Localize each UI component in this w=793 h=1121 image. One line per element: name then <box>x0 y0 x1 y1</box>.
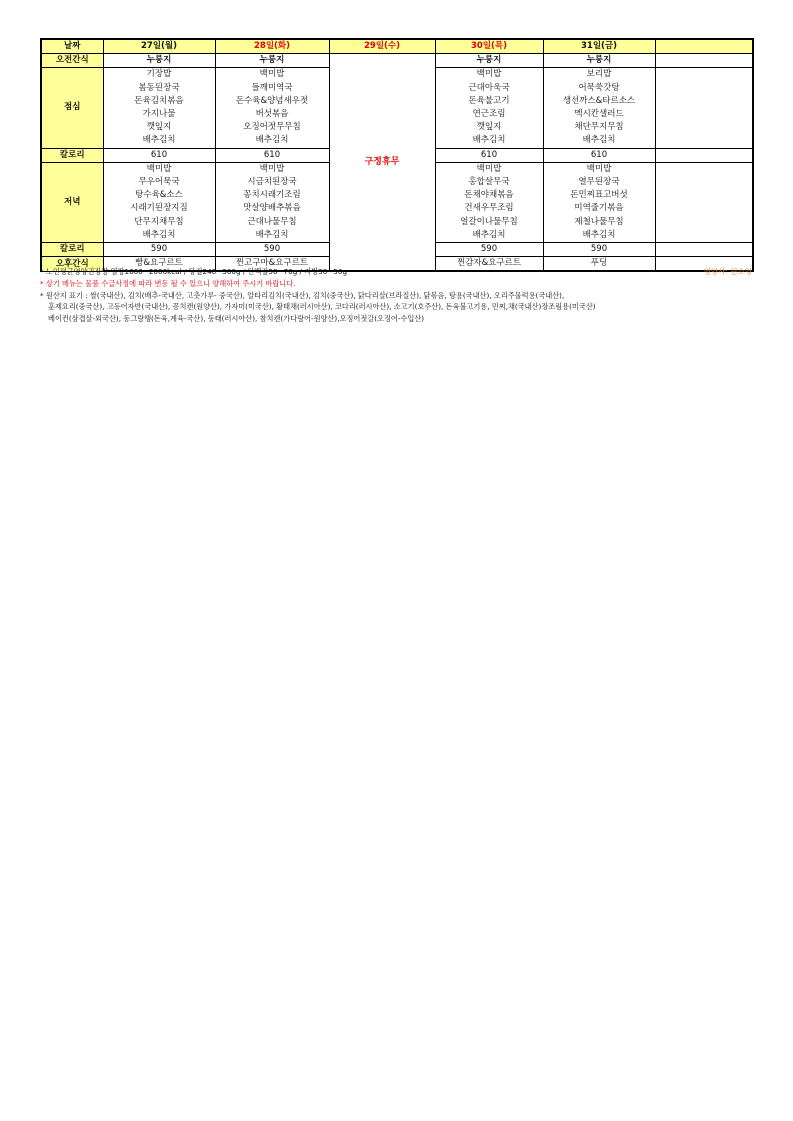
menu-item: 건새우무조림 <box>464 203 514 214</box>
empty-cell <box>655 243 753 257</box>
menu-item: 백미밥 <box>259 69 285 80</box>
dinner-mon <box>103 162 215 242</box>
header-row <box>41 39 753 54</box>
afternoon-snack-mon: 빵&요구르트 <box>103 257 215 272</box>
menu-item: 배추김치 <box>142 229 176 240</box>
dinner-tue <box>215 162 329 242</box>
day-header-thu: 30일(목) <box>435 39 543 54</box>
menu-item: 홍합살무국 <box>468 177 510 188</box>
origin-note-3: 베이컨(삼겹살-외국산), 동그랑땡(돈육,계육-국산), 동태(러시아산), 참치캔(가다랑어-원양산),오징어젓갈(오징어-수입산) <box>48 314 425 324</box>
menu-item: 미역줄기볶음 <box>574 203 624 214</box>
day-header-tue: 28일(화) <box>215 39 329 54</box>
lunch-fri <box>543 68 655 148</box>
menu-item: 꽁치시래기조림 <box>243 190 301 201</box>
origin-note-1: * 원산지 표기 : 쌀(국내산), 김치(배추-국내산, 고춧가루- 중국산), 알타리김치(국내산), 김치(중국산), 닭다리살(브라질산), 닭볶음, 탕용(국내산), 오리주물럭용(국내산), <box>40 290 565 300</box>
menu-item: 들깨미역국 <box>251 82 293 93</box>
menu-item: 맛살양배추볶음 <box>243 203 301 214</box>
menu-item: 생선까스&타르소스 <box>562 95 636 106</box>
lunch-cal-tue: 610 <box>215 148 329 162</box>
date-header: 날짜 <box>41 39 103 54</box>
menu-item: 단무지채무침 <box>134 216 184 227</box>
lunch-mon <box>103 68 215 148</box>
menu-item: 얼갈이나물무침 <box>460 216 518 227</box>
nutrition-note: * 노인평균영양권장량 열량1600~2000kcal / 당질240~300g / 단백질50~70g / 지방30~50g <box>40 267 348 276</box>
menu-item: 멕시칸샐러드 <box>574 109 624 120</box>
menu-item: 채단무지무침 <box>574 122 624 133</box>
menu-item: 열무된장국 <box>578 177 620 188</box>
menu-item: 백미밥 <box>476 163 502 174</box>
menu-item: 어묵쑥갓탕 <box>578 82 620 93</box>
holiday-text: 구정휴무 <box>364 156 400 167</box>
menu-item: 백미밥 <box>259 163 285 174</box>
afternoon-snack-label: 오후간식 <box>41 257 103 272</box>
menu-item: 시금치된장국 <box>247 177 297 188</box>
dinner-label: 저녁 <box>41 162 103 242</box>
holiday-cell <box>329 54 435 272</box>
day-header-fri: 31일(금) <box>543 39 655 54</box>
afternoon-snack-thu: 찐감자&요구르트 <box>435 257 543 272</box>
empty-cell <box>655 162 753 242</box>
empty-cell <box>655 68 753 148</box>
morning-snack-thu: 누룽지 <box>435 54 543 68</box>
menu-item: 근대아욱국 <box>468 82 510 93</box>
menu-item: 연근조림 <box>472 109 506 120</box>
menu-item: 버섯볶음 <box>255 109 289 120</box>
menu-item: 배추김치 <box>582 229 616 240</box>
lunch-cal-fri: 610 <box>543 148 655 162</box>
menu-item: 돈수육&양념새우젓 <box>235 95 309 106</box>
origin-note-2: 훈제요리(중국산), 고등어자반(국내산), 꽁치캔(원양산), 가자미(미국산), 황태채(러시아산), 코다리(러시아산), 소고기(호주산), 돈육불고기용, 민찌,채(국내산)장조림용(미국산) <box>48 302 596 312</box>
empty-cell <box>655 54 753 68</box>
menu-item: 근대나물무침 <box>247 216 297 227</box>
dinner-cal-mon: 590 <box>103 243 215 257</box>
lunch-tue <box>215 68 329 148</box>
menu-item: 배추김치 <box>582 135 616 146</box>
menu-item: 제철나물무침 <box>574 216 624 227</box>
menu-item: 돈민찌표고버섯 <box>570 190 628 201</box>
menu-item: 배추김치 <box>142 135 176 146</box>
dinner-cal-tue: 590 <box>215 243 329 257</box>
footnotes <box>40 266 752 325</box>
menu-item: 백미밥 <box>586 163 612 174</box>
empty-cell <box>655 148 753 162</box>
menu-item: 무우어묵국 <box>138 177 180 188</box>
dinner-thu <box>435 162 543 242</box>
day-header-wed: 29일(수) <box>329 39 435 54</box>
day-header-empty <box>655 39 753 54</box>
lunch-cal-thu: 610 <box>435 148 543 162</box>
change-warning: * 상기 메뉴는 물품 수급사정에 따라 변동 될 수 있으니 양해하여 주시기 바랍니다. <box>40 278 296 288</box>
afternoon-snack-fri: 푸딩 <box>543 257 655 272</box>
menu-item: 깻잎지 <box>476 122 502 133</box>
weekly-menu-table <box>40 38 754 272</box>
morning-snack-row <box>41 54 753 68</box>
menu-item: 시래기된장지짐 <box>130 203 188 214</box>
menu-item: 돈채야채볶음 <box>464 190 514 201</box>
afternoon-snack-tue: 찐고구마&요구르트 <box>215 257 329 272</box>
lunch-label: 점심 <box>41 68 103 148</box>
morning-snack-label: 오전간식 <box>41 54 103 68</box>
day-header-mon: 27일(월) <box>103 39 215 54</box>
dinner-cal-thu: 590 <box>435 243 543 257</box>
dinner-cal-fri: 590 <box>543 243 655 257</box>
lunch-cal-mon: 610 <box>103 148 215 162</box>
menu-item: 깻잎지 <box>146 122 172 133</box>
menu-item: 기장밥 <box>146 69 172 80</box>
morning-snack-fri: 누룽지 <box>543 54 655 68</box>
menu-item: 배추김치 <box>472 229 506 240</box>
menu-item: 배추김치 <box>255 135 289 146</box>
menu-item: 탕수육&소스 <box>135 190 183 201</box>
menu-item: 배추김치 <box>472 135 506 146</box>
menu-item: 보리밥 <box>586 69 612 80</box>
menu-item: 돈육김치볶음 <box>134 95 184 106</box>
morning-snack-mon: 누룽지 <box>103 54 215 68</box>
menu-item: 오징어젓무무침 <box>243 122 301 133</box>
menu-item: 돈육불고기 <box>468 95 510 106</box>
menu-item: 배추김치 <box>255 229 289 240</box>
dietitian-name: 영양사: 권소영 <box>703 267 752 276</box>
menu-item: 백미밥 <box>476 69 502 80</box>
morning-snack-tue: 누룽지 <box>215 54 329 68</box>
menu-sheet <box>40 38 752 272</box>
menu-item: 봄동된장국 <box>138 82 180 93</box>
menu-item: 백미밥 <box>146 163 172 174</box>
dinner-calorie-label: 칼로리 <box>41 243 103 257</box>
lunch-thu <box>435 68 543 148</box>
dinner-fri <box>543 162 655 242</box>
lunch-calorie-label: 칼로리 <box>41 148 103 162</box>
menu-item: 가지나물 <box>142 109 176 120</box>
